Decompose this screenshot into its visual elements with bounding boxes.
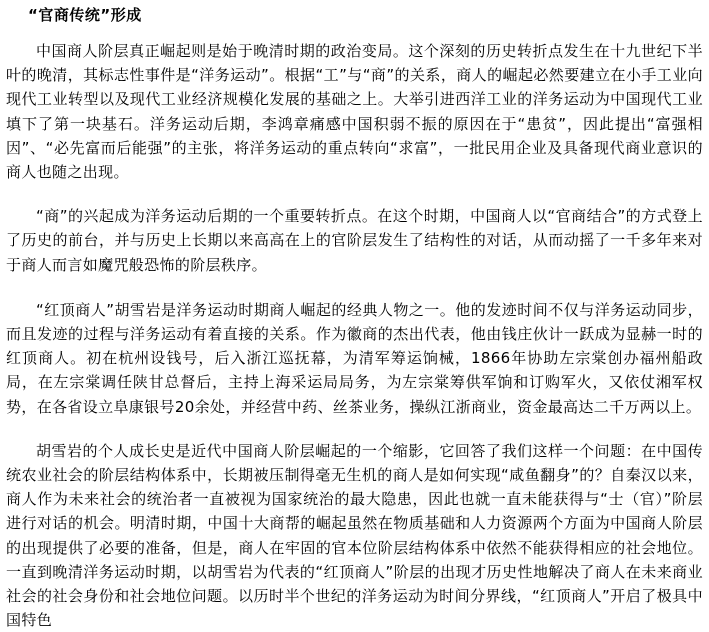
paragraph-2: “商”的兴起成为洋务运动后期的一个重要转折点。在这个时期，中国商人以“官商结合”的方式登上了历史的前台，并与历史上长期以来高高在上的官阶层发生了结构性的对话，从而动摇了一千多年来对于商人而言如魔咒般恐怖的阶层秩序。 bbox=[6, 207, 703, 274]
paragraph-4: 胡雪岩的个人成长史是近代中国商人阶层崛起的一个缩影，它回答了我们这样一个问题：在中国传统农业社会的阶层结构体系中，长期被压制得毫无生机的商人是如何实现“咸鱼翻身”的？自秦汉以来，商人作为未来社会的统治者一直被视为国家统治的最大隐患，因此也就一直未能获得与“士（官）”阶层进行对话的机会。明清时期，中国十大商帮的崛起虽然在物质基础和人力资源两个方面为中国商人阶层的出现提供了必要的准备，但是，商人在牢固的官本位阶层结构体系中依然不能获得相应的社会地位。一直到晚清洋务运动时期，以胡雪岩为代表的“红顶商人”阶层的出现才历史性地解决了商人在未来商业社会的社会身份和社会地位问题。以历时半个世纪的洋务运动为时间分界线，“红顶商人”开启了极具中国特色 bbox=[6, 441, 703, 630]
paragraph-3: “红顶商人”胡雪岩是洋务运动时期商人崛起的经典人物之一。他的发迹时间不仅与洋务运动同步，而且发迹的过程与洋务运动有着直接的关系。作为徽商的杰出代表，他由钱庄伙计一跃成为显赫一时的红顶商人。初在杭州设钱号，后入浙江巡抚幕，为清军筹运饷械，1866年协助左宗棠创办福州船政局，在左宗棠调任陕甘总督后，主持上海采运局局务，为左宗棠筹供军饷和订购军火，又依仗湘军权势，在各省设立阜康银号20余处，并经营中药、丝茶业务，操纵江浙商业，资金最高达二千万两以上。 bbox=[6, 300, 703, 416]
paragraph-1: 中国商人阶层真正崛起则是始于晚清时期的政治变局。这个深刻的历史转折点发生在十九世纪下半叶的晚清，其标志性事件是“洋务运动”。根据“工”与“商”的关系，商人的崛起必然要建立在小手工业向现代工业转型以及现代工业经济规模化发展的基础之上。大举引进西洋工业的洋务运动为中国现代工业填下了第一块基石。洋务运动后期，李鸿章痛感中国积弱不振的原因在于“患贫”，因此提出“富强相因”、“必先富而后能强”的主张，将洋务运动的重点转向“求富”，一批民用企业及具备现代商业意识的商人也随之出现。 bbox=[6, 42, 703, 182]
article bbox=[0, 5, 709, 630]
section-title: “官商传统”形成 bbox=[28, 6, 142, 24]
